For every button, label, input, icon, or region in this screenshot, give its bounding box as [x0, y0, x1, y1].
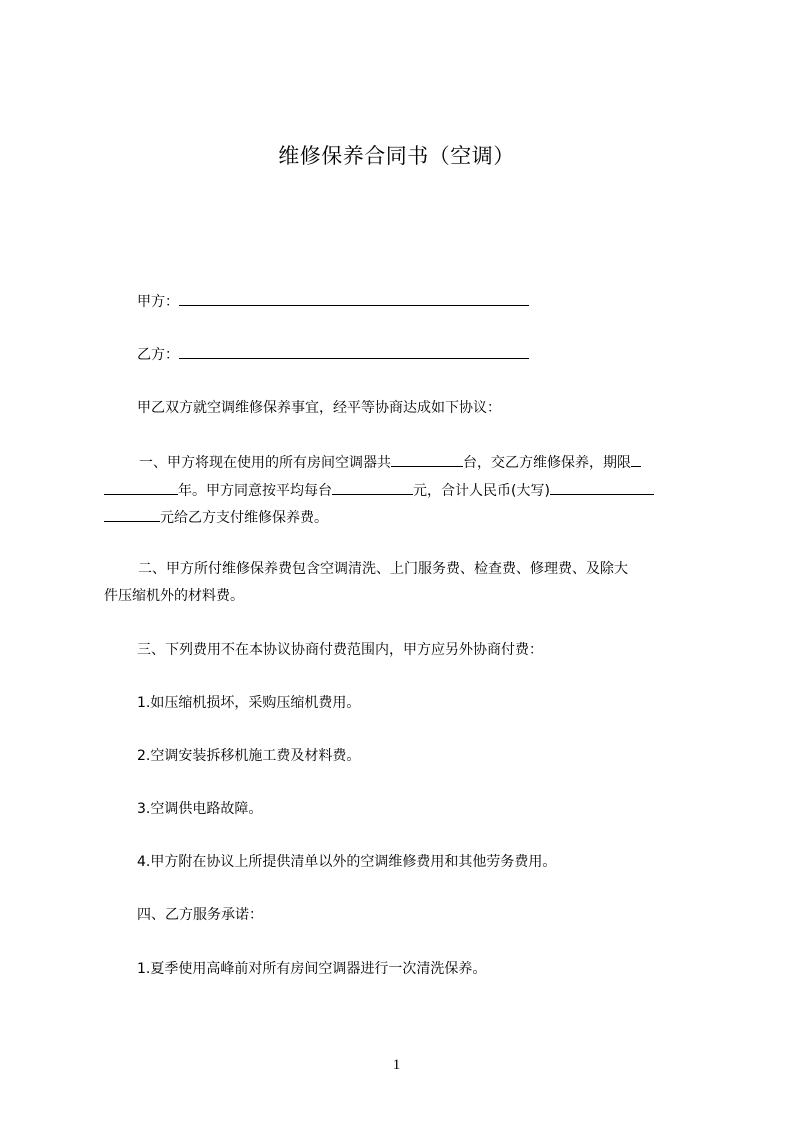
clause-2-line-1: 二、甲方所付维修保养费包含空调清洗、上门服务费、检查费、修理费、及除大	[138, 561, 628, 577]
clause-1-line-3	[104, 505, 700, 530]
clause-4-heading: 四、乙方服务承诺：	[137, 907, 263, 923]
clause-1-line-2	[104, 478, 700, 503]
party-a-blank	[179, 289, 529, 306]
term-blank	[104, 478, 178, 495]
party-b-blank	[179, 342, 529, 359]
contract-title: 维修保养合同书（空调）	[278, 144, 515, 168]
clause-1-part-3: 年。甲方同意按平均每台	[178, 483, 332, 499]
clause-1-part-2: 台，交乙方维修保养，期限	[463, 455, 631, 471]
clause-3-heading: 三、下列费用不在本协议协商付费范围内，甲方应另外协商付费：	[137, 642, 543, 658]
clause-4-item-1: 1.夏季使用高峰前对所有房间空调器进行一次清洗保养。	[137, 961, 487, 977]
clause-3-item-2: 2.空调安装拆移机施工费及材料费。	[137, 748, 361, 764]
clause-1-part-4: 元，合计人民币(大写)	[413, 483, 550, 499]
clause-3-item-1: 1.如压缩机损坏，采购压缩机费用。	[137, 695, 361, 711]
total-amount-blank-continued	[104, 505, 160, 522]
preamble: 甲乙双方就空调维修保养事宜，经平等协商达成如下协议：	[137, 400, 501, 416]
term-blank-start	[631, 450, 641, 467]
total-amount-blank	[550, 478, 654, 495]
page-number: 1	[392, 1057, 401, 1073]
unit-count-blank	[391, 450, 463, 467]
clause-2-line-2: 件压缩机外的材料费。	[104, 588, 244, 604]
party-b-line	[104, 342, 733, 367]
party-a-line	[104, 289, 733, 314]
clause-1-part-1: 一、甲方将现在使用的所有房间空调器共	[139, 455, 391, 471]
party-b-label: 乙方：	[137, 347, 179, 363]
clause-3-item-4: 4.甲方附在协议上所提供清单以外的空调维修费用和其他劳务费用。	[137, 854, 557, 870]
unit-price-blank	[332, 478, 413, 495]
clause-1-line-1	[104, 450, 735, 475]
party-a-label: 甲方：	[137, 294, 179, 310]
clause-3-item-3: 3.空调供电路故障。	[137, 801, 263, 817]
clause-1-part-5: 元给乙方支付维修保养费。	[160, 510, 328, 526]
